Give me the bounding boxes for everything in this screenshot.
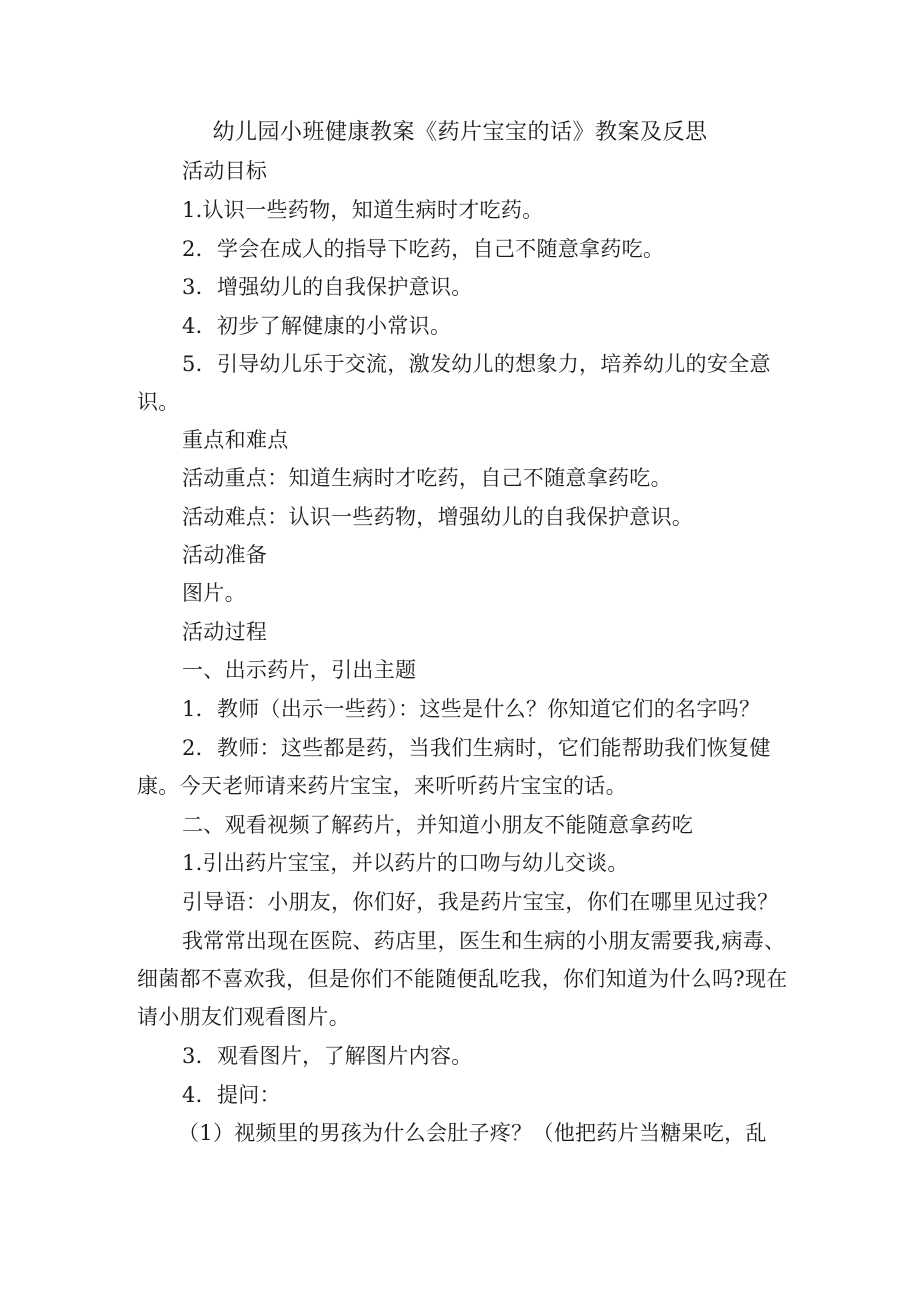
guide-speech: 引导语：小朋友，你们好，我是药片宝宝，你们在哪里见过我？ bbox=[182, 890, 779, 914]
heading-activity-goals: 活动目标 bbox=[182, 159, 268, 183]
goal-item-3: 3．增强幼儿的自我保护意识。 bbox=[182, 275, 473, 299]
section-two-heading: 二、观看视频了解药片，并知道小朋友不能随意拿药吃 bbox=[182, 813, 694, 837]
guide-speech-paragraph-line-3: 请小朋友们观看图片。 bbox=[137, 1005, 350, 1029]
process-item-2-continued: 康。今天老师请来药片宝宝，来听听药片宝宝的话。 bbox=[137, 774, 627, 798]
section-one-heading: 一、出示药片，引出主题 bbox=[182, 658, 417, 682]
preparation-text: 图片。 bbox=[182, 581, 246, 605]
process-item-1: 1．教师（出示一些药）：这些是什么？你知道它们的名字吗？ bbox=[182, 697, 761, 721]
section-two-item-1: 1.引出药片宝宝，并以药片的口吻与幼儿交谈。 bbox=[182, 851, 629, 875]
goal-item-2: 2．学会在成人的指导下吃药，自己不随意拿药吃。 bbox=[182, 237, 665, 261]
document-title: 幼儿园小班健康教案《药片宝宝的话》教案及反思 bbox=[212, 120, 708, 145]
goal-item-4: 4．初步了解健康的小常识。 bbox=[182, 314, 452, 338]
heading-process: 活动过程 bbox=[182, 620, 268, 644]
heading-key-points: 重点和难点 bbox=[182, 428, 289, 452]
process-item-2: 2．教师：这些都是药，当我们生病时，它们能帮助我们恢复健 bbox=[182, 736, 771, 760]
guide-speech-paragraph-line-2: 细菌都不喜欢我，但是你们不能随便乱吃我，你们知道为什么吗?现在 bbox=[137, 967, 788, 991]
goal-item-5: 5．引导幼儿乐于交流，激发幼儿的想象力，培养幼儿的安全意 bbox=[182, 352, 771, 376]
question-1: （1）视频里的男孩为什么会肚子疼？（他把药片当糖果吃，乱 bbox=[178, 1121, 767, 1145]
section-two-item-3: 3．观看图片，了解图片内容。 bbox=[182, 1044, 473, 1068]
guide-speech-paragraph: 我常常出现在医院、药店里，医生和生病的小朋友需要我,病毒、 bbox=[182, 929, 786, 953]
heading-preparation: 活动准备 bbox=[182, 543, 268, 567]
section-two-item-4: 4．提问： bbox=[182, 1083, 281, 1107]
goal-item-5-continued: 识。 bbox=[137, 390, 180, 414]
key-point-text: 活动重点：知道生病时才吃药，自己不随意拿药吃。 bbox=[182, 466, 672, 490]
difficult-point-text: 活动难点：认识一些药物，增强幼儿的自我保护意识。 bbox=[182, 505, 694, 529]
goal-item-1: 1.认识一些药物，知道生病时才吃药。 bbox=[182, 198, 544, 222]
